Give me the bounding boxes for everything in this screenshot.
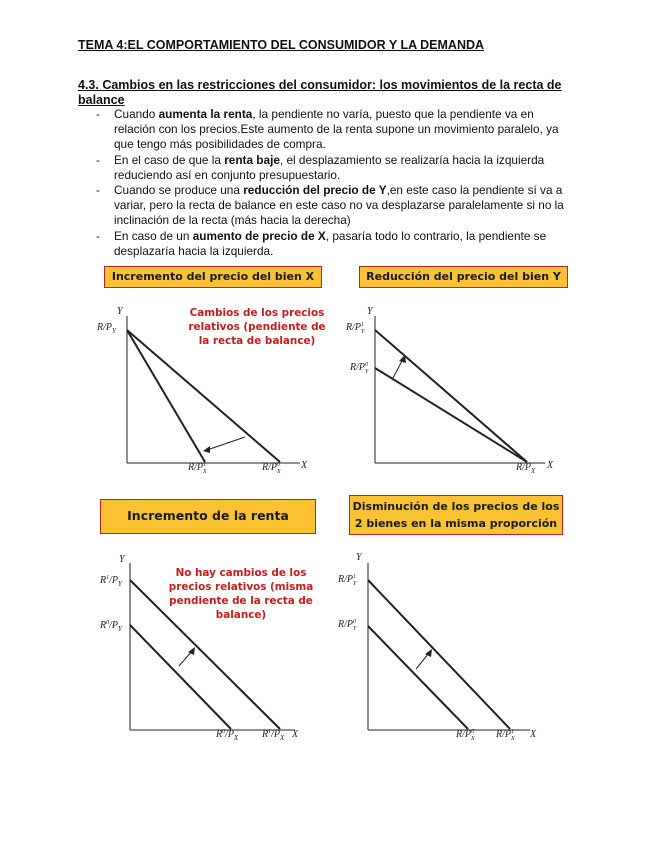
document-title: TEMA 4:EL COMPORTAMIENTO DEL CONSUMIDOR Y LA DEMANDA	[78, 38, 485, 52]
fig1-y-axis-label: Y	[117, 306, 123, 317]
fig3-note: No hay cambios de los precios relativos (misma pendiente de la recta de balance)	[168, 567, 314, 621]
fig4-x-intercept-new: $R/P^1$ X	[496, 729, 515, 742]
fig4-y-intercept-old: $R/P^0$ Y	[338, 619, 357, 632]
fig2-y-intercept-new: $R/P^1$ Y	[346, 322, 365, 335]
fig2-banner: Reducción del precio del bien Y	[359, 266, 568, 288]
fig3-banner: Incremento de la renta	[100, 499, 316, 534]
fig4-x-intercept-old: $R/P^0$ X	[456, 729, 475, 742]
bullet-text-pre: Cuando se produce una	[114, 183, 244, 198]
fig4-y-axis-label: Y	[356, 552, 362, 563]
bullet-text-pre: Cuando	[114, 107, 159, 121]
dash-marker: -	[96, 152, 100, 167]
arrowhead	[425, 649, 432, 657]
fig1-note: Cambios de los precios relativos (pendiente de la recta de balance)	[188, 307, 326, 347]
bullet-text-pre: En caso de un	[114, 228, 193, 243]
budget-line-new	[368, 580, 510, 729]
dash-marker: -	[96, 228, 100, 243]
fig3-y-intercept-old: $R^0/P_Y$	[100, 620, 122, 633]
fig2-x-axis-label: X	[547, 460, 554, 471]
dash-marker: -	[96, 107, 100, 121]
bullet-text-post: , pasaría todo lo contrario, la pendiente se desplazaría hacia la izquierda.	[114, 228, 547, 258]
bullet-text-bold: aumenta la renta	[158, 107, 253, 121]
bullet-text-bold: renta baje	[224, 152, 280, 167]
fig3-y-intercept-new: $R^1/P_Y$	[100, 575, 122, 588]
fig2-x-intercept: $R/P_X$	[516, 462, 536, 475]
fig4-y-intercept-new: $R/P^1$ Y	[338, 574, 357, 587]
fig1-y-intercept: $R/P_Y$	[97, 322, 116, 335]
bullet-text-post: , el desplazamiento se realizaría hacia la izquierda reduciendo así en conjunto presupuestario.	[114, 152, 545, 182]
dash-marker: -	[96, 183, 100, 198]
bullet-text-post: ,en este caso la pendiente sí va a variar, pero la recta de balance en este caso no va desplazarse paralelamente si no la inclinación de la recta (más hacia la derecha)	[114, 183, 564, 228]
fig3-x-intercept-new: $R^1/P_X$	[262, 729, 285, 742]
fig4-x-axis-label: X	[530, 729, 537, 740]
section-title: 4.3. Cambios en las restricciones del consumidor: los movimientos de la recta de balance	[78, 78, 562, 107]
budget-line-original	[368, 626, 468, 729]
fig3-x-intercept-old: $R^0/P_X$	[216, 729, 239, 742]
fig3-x-axis-label: X	[292, 729, 299, 740]
bullet-text-bold: reducción del precio de Y	[243, 183, 387, 198]
fig1-x-intercept-old: $R/P^0$ X	[262, 462, 281, 475]
fig2-y-axis-label: Y	[367, 306, 373, 317]
fig1-x-axis-label: X	[301, 460, 308, 471]
shift-arrow	[416, 653, 429, 669]
fig3-y-axis-label: Y	[119, 554, 125, 565]
bullet-text-post: , la pendiente no varía, puesto que la pendiente va en relación con los precios.Este aumento de la renta supone un movimiento paralelo, ya que tengo más posibilidades de compra.	[114, 107, 559, 152]
bullet-text-bold: aumento de precio de X	[192, 228, 326, 243]
fig1-banner: Incremento del precio del bien X	[104, 266, 322, 288]
fig2-y-intercept-old: $R/P^0$ Y	[350, 362, 369, 375]
fig1-x-intercept-new: $R/P^1$ X	[188, 462, 207, 475]
bullet-text-pre: En el caso de que la	[114, 152, 225, 167]
fig4-banner: Disminución de los precios de los 2 bienes en la misma proporción	[349, 495, 563, 535]
